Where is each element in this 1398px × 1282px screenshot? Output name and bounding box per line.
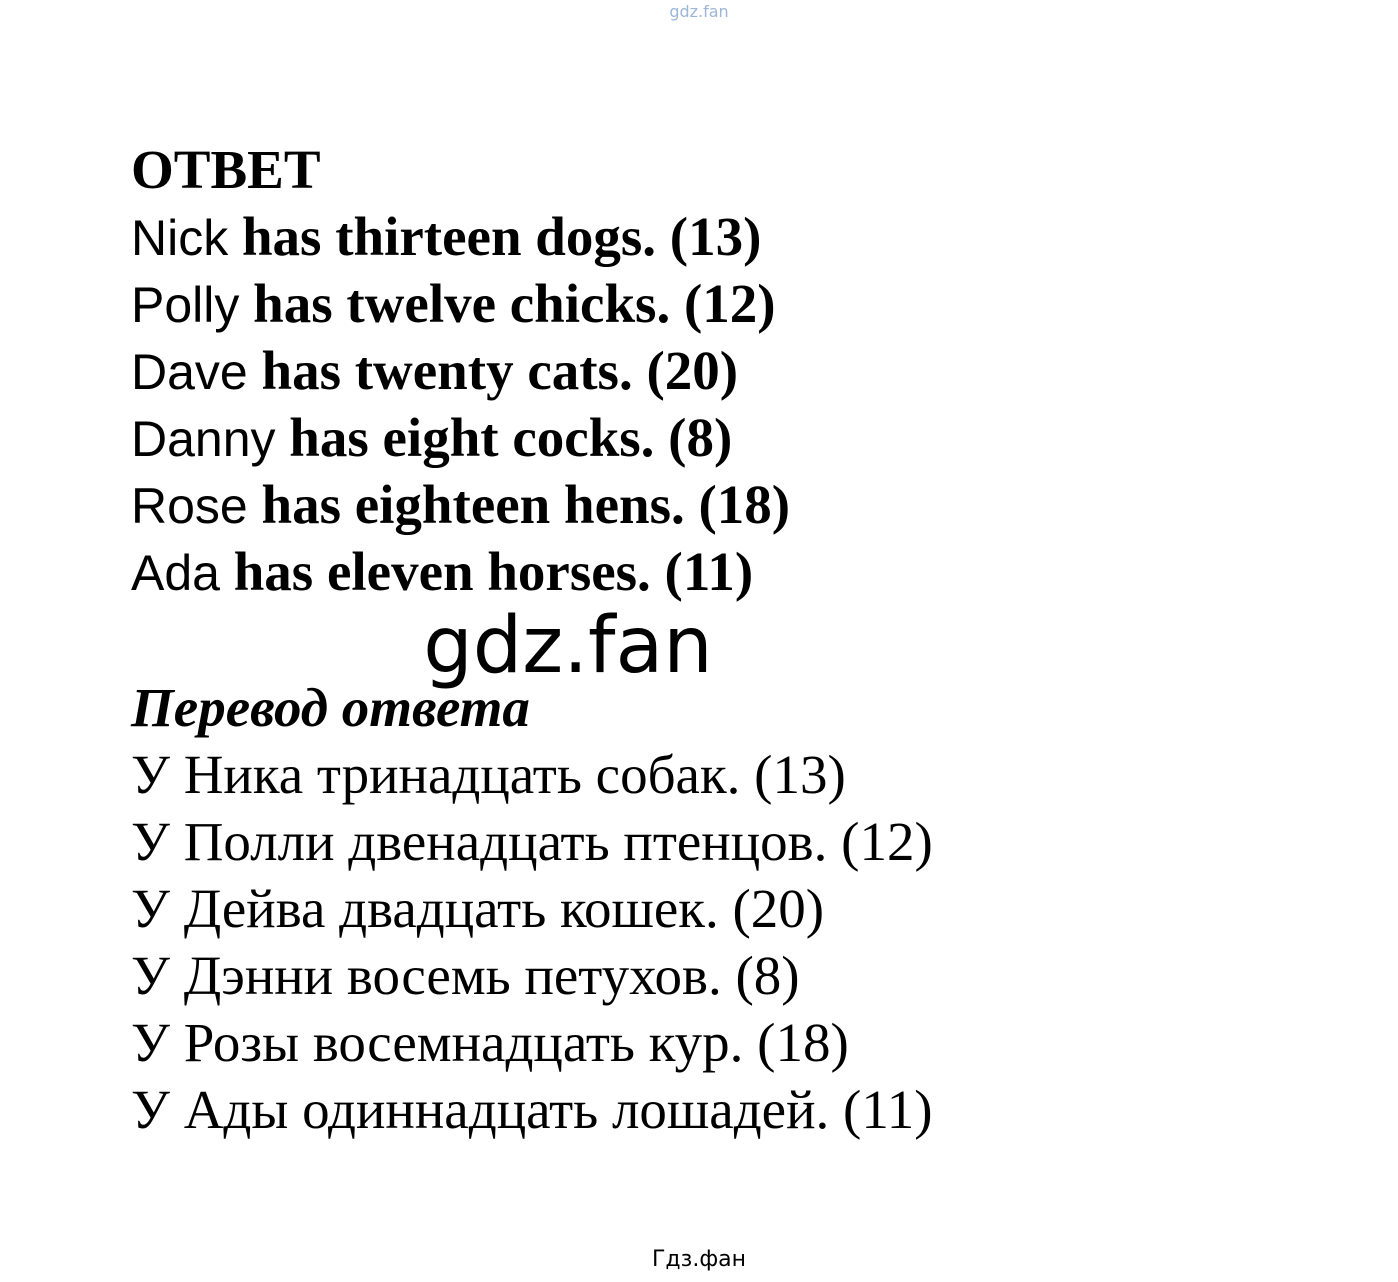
translation-section <box>131 674 1331 1143</box>
answer-line <box>131 404 1331 471</box>
translation-heading: Перевод ответа <box>131 677 530 738</box>
watermark-bottom: Гдз.фан <box>652 1247 746 1272</box>
translation-line: У Ника тринадцать собак. (13) <box>131 744 846 805</box>
answer-heading: ОТВЕТ <box>131 139 321 200</box>
translation-line: У Дейва двадцать кошек. (20) <box>131 878 825 939</box>
watermark-top: gdz.fan <box>669 2 729 21</box>
answer-name: Rose <box>131 478 248 534</box>
answer-sentence: has eighteen hens. (18) <box>261 474 791 535</box>
answer-sentence: has eight cocks. (8) <box>289 407 733 468</box>
answer-line <box>131 538 1331 605</box>
answer-line <box>131 270 1331 337</box>
translation-line: У Розы восемнадцать кур. (18) <box>131 1012 849 1073</box>
answer-name: Dave <box>131 344 248 400</box>
answer-sentence: has twelve chicks. (12) <box>253 273 776 334</box>
answer-name: Polly <box>131 277 240 333</box>
answer-sentence: has thirteen dogs. (13) <box>241 206 762 267</box>
translation-line: У Дэнни восемь петухов. (8) <box>131 945 800 1006</box>
answer-line <box>131 337 1331 404</box>
translation-line: У Ады одиннадцать лошадей. (11) <box>131 1079 933 1140</box>
answer-sentence: has twenty cats. (20) <box>261 340 739 401</box>
answer-sentence: has eleven horses. (11) <box>233 541 754 602</box>
answer-name: Ada <box>131 545 220 601</box>
answer-section <box>131 136 1331 605</box>
watermark-center: gdz.fan <box>423 601 713 691</box>
answer-name: Nick <box>131 210 229 266</box>
answer-line <box>131 471 1331 538</box>
translation-line: У Полли двенадцать птенцов. (12) <box>131 811 933 872</box>
answer-line <box>131 203 1331 270</box>
answer-name: Danny <box>131 411 276 467</box>
